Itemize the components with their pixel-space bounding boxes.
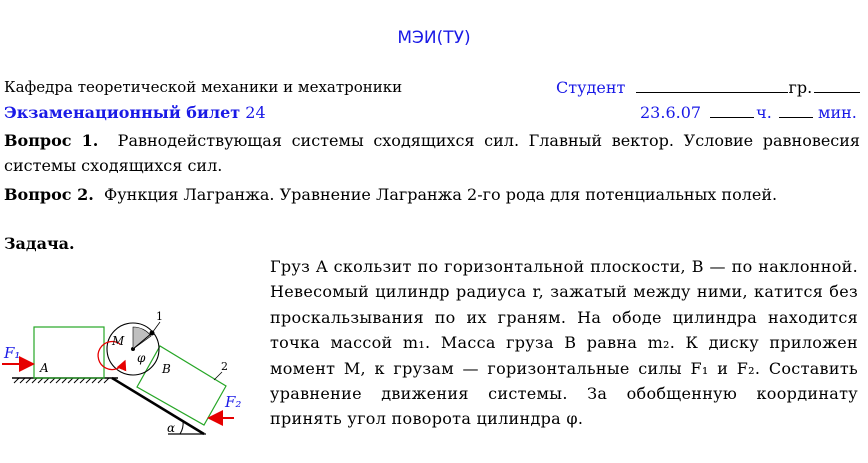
question-2-label: Вопрос 2. [4,185,94,204]
minutes-line [779,117,813,118]
ticket-number: 24 [245,103,266,122]
ticket-title [4,103,266,122]
block-b-label: B [162,362,171,376]
hours-label: ч. [756,103,772,122]
task-text: Груз A скользит по горизонтальной плоскости, B — по наклонной. Невесомый цилиндр радиуса r, зажатый между ними, катится без проскальзывания по их граням. На ободе цилиндра находится точка массой m₁. Масса груза B равна m₂. К диску приложен момент M, к грузам — горизонтальные силы F₁ и F₂. Составить уравнение движения системы. За обобщенную координату принять угол поворота цилиндра φ. [270,257,858,429]
student-field [556,78,860,97]
mechanism-figure [0,300,260,450]
question-2-text: Функция Лагранжа. Уравнение Лагранжа 2-го рода для потенциальных полей. [103,185,778,204]
ground-hatching [12,378,118,383]
inclined-plane [112,378,204,434]
phi-label: φ [137,351,146,365]
group-label: гр. [788,78,813,97]
force-f2-label: F₂ [225,393,242,411]
phi-sector [133,327,151,349]
group-line [814,92,860,93]
student-label: Студент [556,78,626,97]
question-1-text: Равнодействующая системы сходящихся сил. Главный вектор. Условие равновесия системы сходящихся сил. [4,131,861,175]
department-name: Кафедра теоретической механики и мехатроники [4,78,403,96]
alpha-arc [180,421,183,434]
hours-line [710,117,754,118]
task-title: Задача. [4,234,75,253]
exam-date: 23.6.07 [640,103,702,122]
question-2 [4,182,860,207]
date-field [640,103,857,122]
student-name-line [636,92,788,93]
alpha-label: α [167,421,176,435]
force-f1-label: F₁ [4,344,21,362]
point-2-leader [214,372,222,380]
point-1-label: 1 [156,310,163,323]
ticket-label: Экзаменационный билет [4,103,241,122]
question-1 [4,128,860,178]
point-2-label: 2 [221,360,228,373]
minutes-label: мин. [818,103,857,122]
block-a-label: A [40,361,49,375]
point-1-leader [152,322,160,333]
institution-title: МЭИ(ТУ) [397,28,471,48]
question-1-label: Вопрос 1. [4,131,99,150]
block-b [137,346,226,425]
moment-label: M [112,334,125,348]
